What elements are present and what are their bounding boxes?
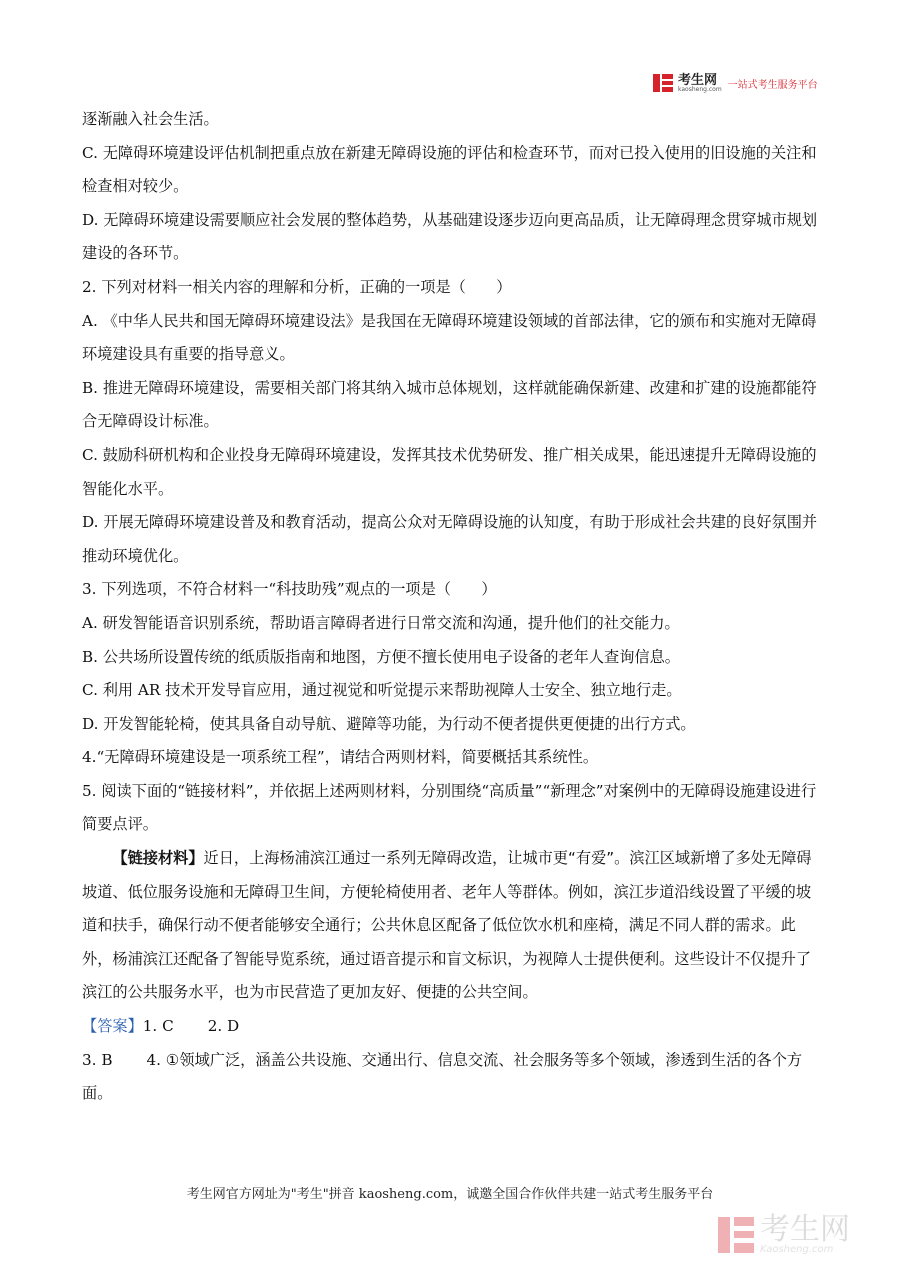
document-body: [82, 103, 818, 1111]
link-material: [82, 842, 818, 1010]
link-material-tag: 【链接材料】: [112, 849, 204, 868]
watermark-logo-icon: [716, 1215, 756, 1255]
link-material-text: 近日，上海杨浦滨江通过一系列无障碍改造，让城市更“有爱”。滨江区域新增了多处无障碍坡道、低位服务设施和无障碍卫生间，方便轮椅使用者、老年人等群体。例如，滨江步道沿线设置了平缓的坡道和扶手，确保行动不便者能够安全通行；公共休息区配备了低位饮水机和座椅，满足不同人群的需求。此外，杨浦滨江还配备了智能导览系统，通过语音提示和盲文标识，为视障人士提供便利。这些设计不仅提升了滨江的公共服务水平，也为市民营造了更加友好、便捷的公共空间。: [82, 849, 812, 1002]
option-a-q3: A. 研发智能语音识别系统，帮助语言障碍者进行日常交流和沟通，提升他们的社交能力。: [82, 613, 680, 632]
watermark-text: [760, 1212, 850, 1255]
watermark-url: Kaosheng.com: [760, 1244, 834, 1255]
option-c-q3: C. 利用 AR 技术开发导盲应用，通过视觉和听觉提示来帮助视障人士安全、独立地行走。: [82, 681, 682, 700]
option-d-q2: D. 开展无障碍环境建设普及和教育活动，提高公众对无障碍设施的认知度，有助于形成社会共建的良好氛围并推动环境优化。: [82, 513, 818, 565]
answer-3: 3. B: [82, 1050, 113, 1069]
option-d-q3: D. 开发智能轮椅，使其具备自动导航、避障等功能，为行动不便者提供更便捷的出行方式。: [82, 714, 696, 733]
watermark: [716, 1212, 850, 1258]
question-5: 5. 阅读下面的“链接材料”，并依据上述两则材料，分别围绕“高质量”“新理念”对案例中的无障碍设施建设进行简要点评。: [82, 781, 817, 834]
answer-2: 2. D: [207, 1017, 240, 1036]
option-a-q2: A. 《中华人民共和国无障碍环境建设法》是我国在无障碍环境建设领域的首部法律，它的颁布和实施对无障碍环境建设具有重要的指导意义。: [82, 311, 817, 364]
logo-url: kaosheng.com: [678, 85, 722, 93]
header-logo[interactable]: [652, 70, 818, 96]
answer-tag: 【答案】: [82, 1017, 143, 1036]
question-3: 3. 下列选项，不符合材料一“科技助残”观点的一项是（ ）: [82, 580, 497, 599]
option-c-q1: C. 无障碍环境建设评估机制把重点放在新建无障碍设施的评估和检查环节，而对已投入使用的旧设施的关注和检查相对较少。: [82, 143, 817, 196]
logo-slogan: 一站式考生服务平台: [727, 79, 818, 91]
question-2: 2. 下列对材料一相关内容的理解和分析，正确的一项是（ ）: [82, 277, 512, 296]
answer-line-1: [82, 1010, 818, 1044]
option-b-q3: B. 公共场所设置传统的纸质版指南和地图，方便不擅长使用电子设备的老年人查询信息。: [82, 647, 680, 666]
kaosheng-logo-icon: [652, 72, 674, 94]
answer-line-2: [82, 1044, 818, 1111]
option-d-q1: D. 无障碍环境建设需要顺应社会发展的整体趋势，从基础建设逐步迈向更高品质，让无障碍理念贯穿城市规划建设的各环节。: [82, 210, 818, 263]
logo-text: [678, 74, 722, 93]
option-b-q2: B. 推进无障碍环境建设，需要相关部门将其纳入城市总体规划，这样就能确保新建、改建和扩建的设施都能符合无障碍设计标准。: [82, 378, 817, 431]
watermark-name: 考生网: [760, 1212, 850, 1247]
answer-1: 1. C: [142, 1017, 174, 1036]
question-4: 4.“无障碍环境建设是一项系统工程”，请结合两则材料，简要概括其系统性。: [82, 748, 599, 767]
page-footer: 考生网官方网址为"考生"拼音 kaosheng.com，诚邀全国合作伙伴共建一站式考生服务平台: [186, 1187, 714, 1202]
paragraph: 逐渐融入社会生活。: [82, 110, 219, 128]
option-c-q2: C. 鼓励科研机构和企业投身无障碍环境建设，发挥其技术优势研发、推广相关成果，能迅速提升无障碍设施的智能化水平。: [82, 445, 817, 498]
answer-4: 4. ①领域广泛，涵盖公共设施、交通出行、信息交流、社会服务等多个领域，渗透到生活的各个方面。: [82, 1050, 803, 1103]
logo-name: 考生网: [678, 72, 718, 88]
